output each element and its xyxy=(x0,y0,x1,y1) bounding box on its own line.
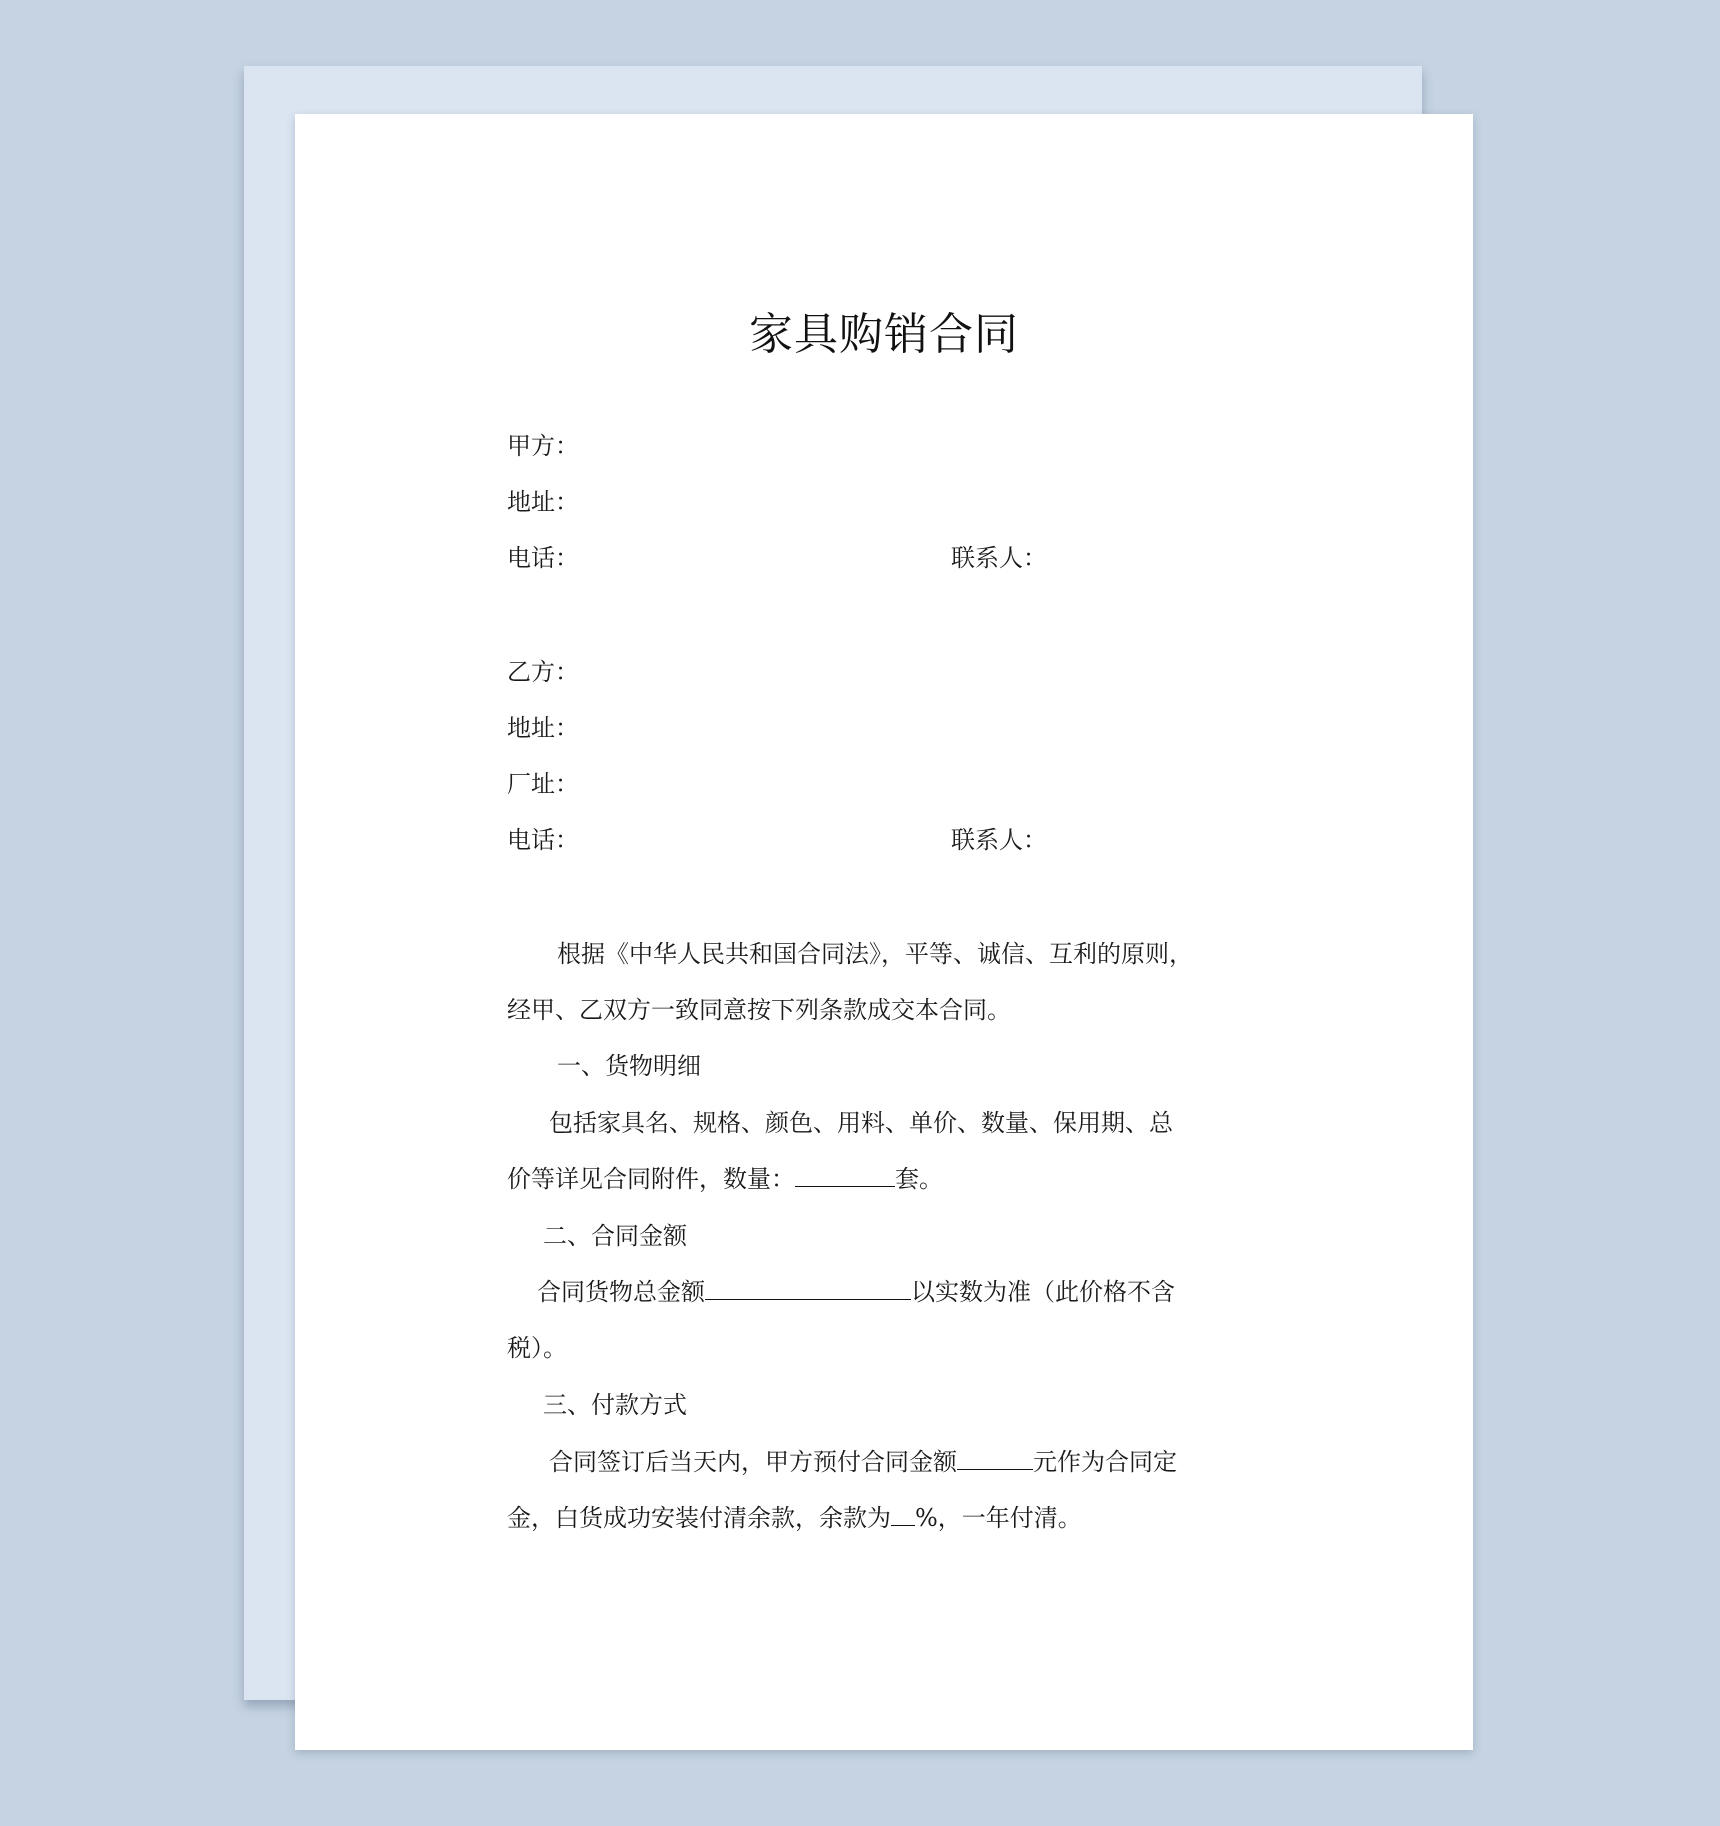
section-1-heading: 一、货物明细 xyxy=(557,1052,701,1080)
section-3-line-2 xyxy=(507,1498,1082,1533)
party-b-address-label: 地址： xyxy=(507,714,579,742)
section-2-heading: 二、合同金额 xyxy=(543,1222,687,1250)
party-a-label: 甲方： xyxy=(507,432,579,460)
section-1-line-2-suffix: 套。 xyxy=(895,1165,943,1193)
total-amount-blank xyxy=(705,1279,911,1300)
preamble-line-1: 根据《中华人民共和国合同法》，平等、诚信、互利的原则， xyxy=(557,940,1193,968)
section-3-line-2-suffix: %，一年付清。 xyxy=(915,1504,1082,1532)
section-1-line-2-text: 价等详见合同附件，数量： xyxy=(507,1165,795,1193)
section-2-line-1 xyxy=(537,1272,1175,1307)
section-2-line-1-text: 合同货物总金额 xyxy=(537,1278,705,1306)
deposit-amount-blank xyxy=(957,1449,1033,1470)
party-b-phone-label: 电话： xyxy=(507,826,579,854)
section-1-line-1: 包括家具名、规格、颜色、用料、单价、数量、保用期、总 xyxy=(549,1109,1173,1137)
section-2-line-1-suffix: 以实数为准（此价格不含 xyxy=(911,1278,1175,1306)
section-3-line-1-text: 合同签订后当天内，甲方预付合同金额 xyxy=(549,1448,957,1476)
section-3-line-1-suffix: 元作为合同定 xyxy=(1033,1448,1177,1476)
party-b-label: 乙方： xyxy=(507,658,579,686)
preamble-line-2: 经甲、乙双方一致同意按下列条款成交本合同。 xyxy=(507,996,1011,1024)
quantity-blank xyxy=(795,1166,895,1187)
section-1-line-2 xyxy=(507,1159,943,1194)
document-page xyxy=(295,114,1473,1750)
section-3-line-2-text: 金，白货成功安装付清余款，余款为 xyxy=(507,1504,891,1532)
section-2-line-2: 税）。 xyxy=(507,1334,567,1362)
party-a-phone-label: 电话： xyxy=(507,544,579,572)
balance-percent-blank xyxy=(891,1505,915,1526)
section-3-heading: 三、付款方式 xyxy=(543,1391,687,1419)
party-a-address-label: 地址： xyxy=(507,488,579,516)
document-title: 家具购销合同 xyxy=(749,309,1019,360)
party-b-factory-label: 厂址： xyxy=(507,770,579,798)
party-b-contact-label: 联系人： xyxy=(951,826,1047,854)
section-3-line-1 xyxy=(549,1442,1177,1477)
party-a-contact-label: 联系人： xyxy=(951,544,1047,572)
